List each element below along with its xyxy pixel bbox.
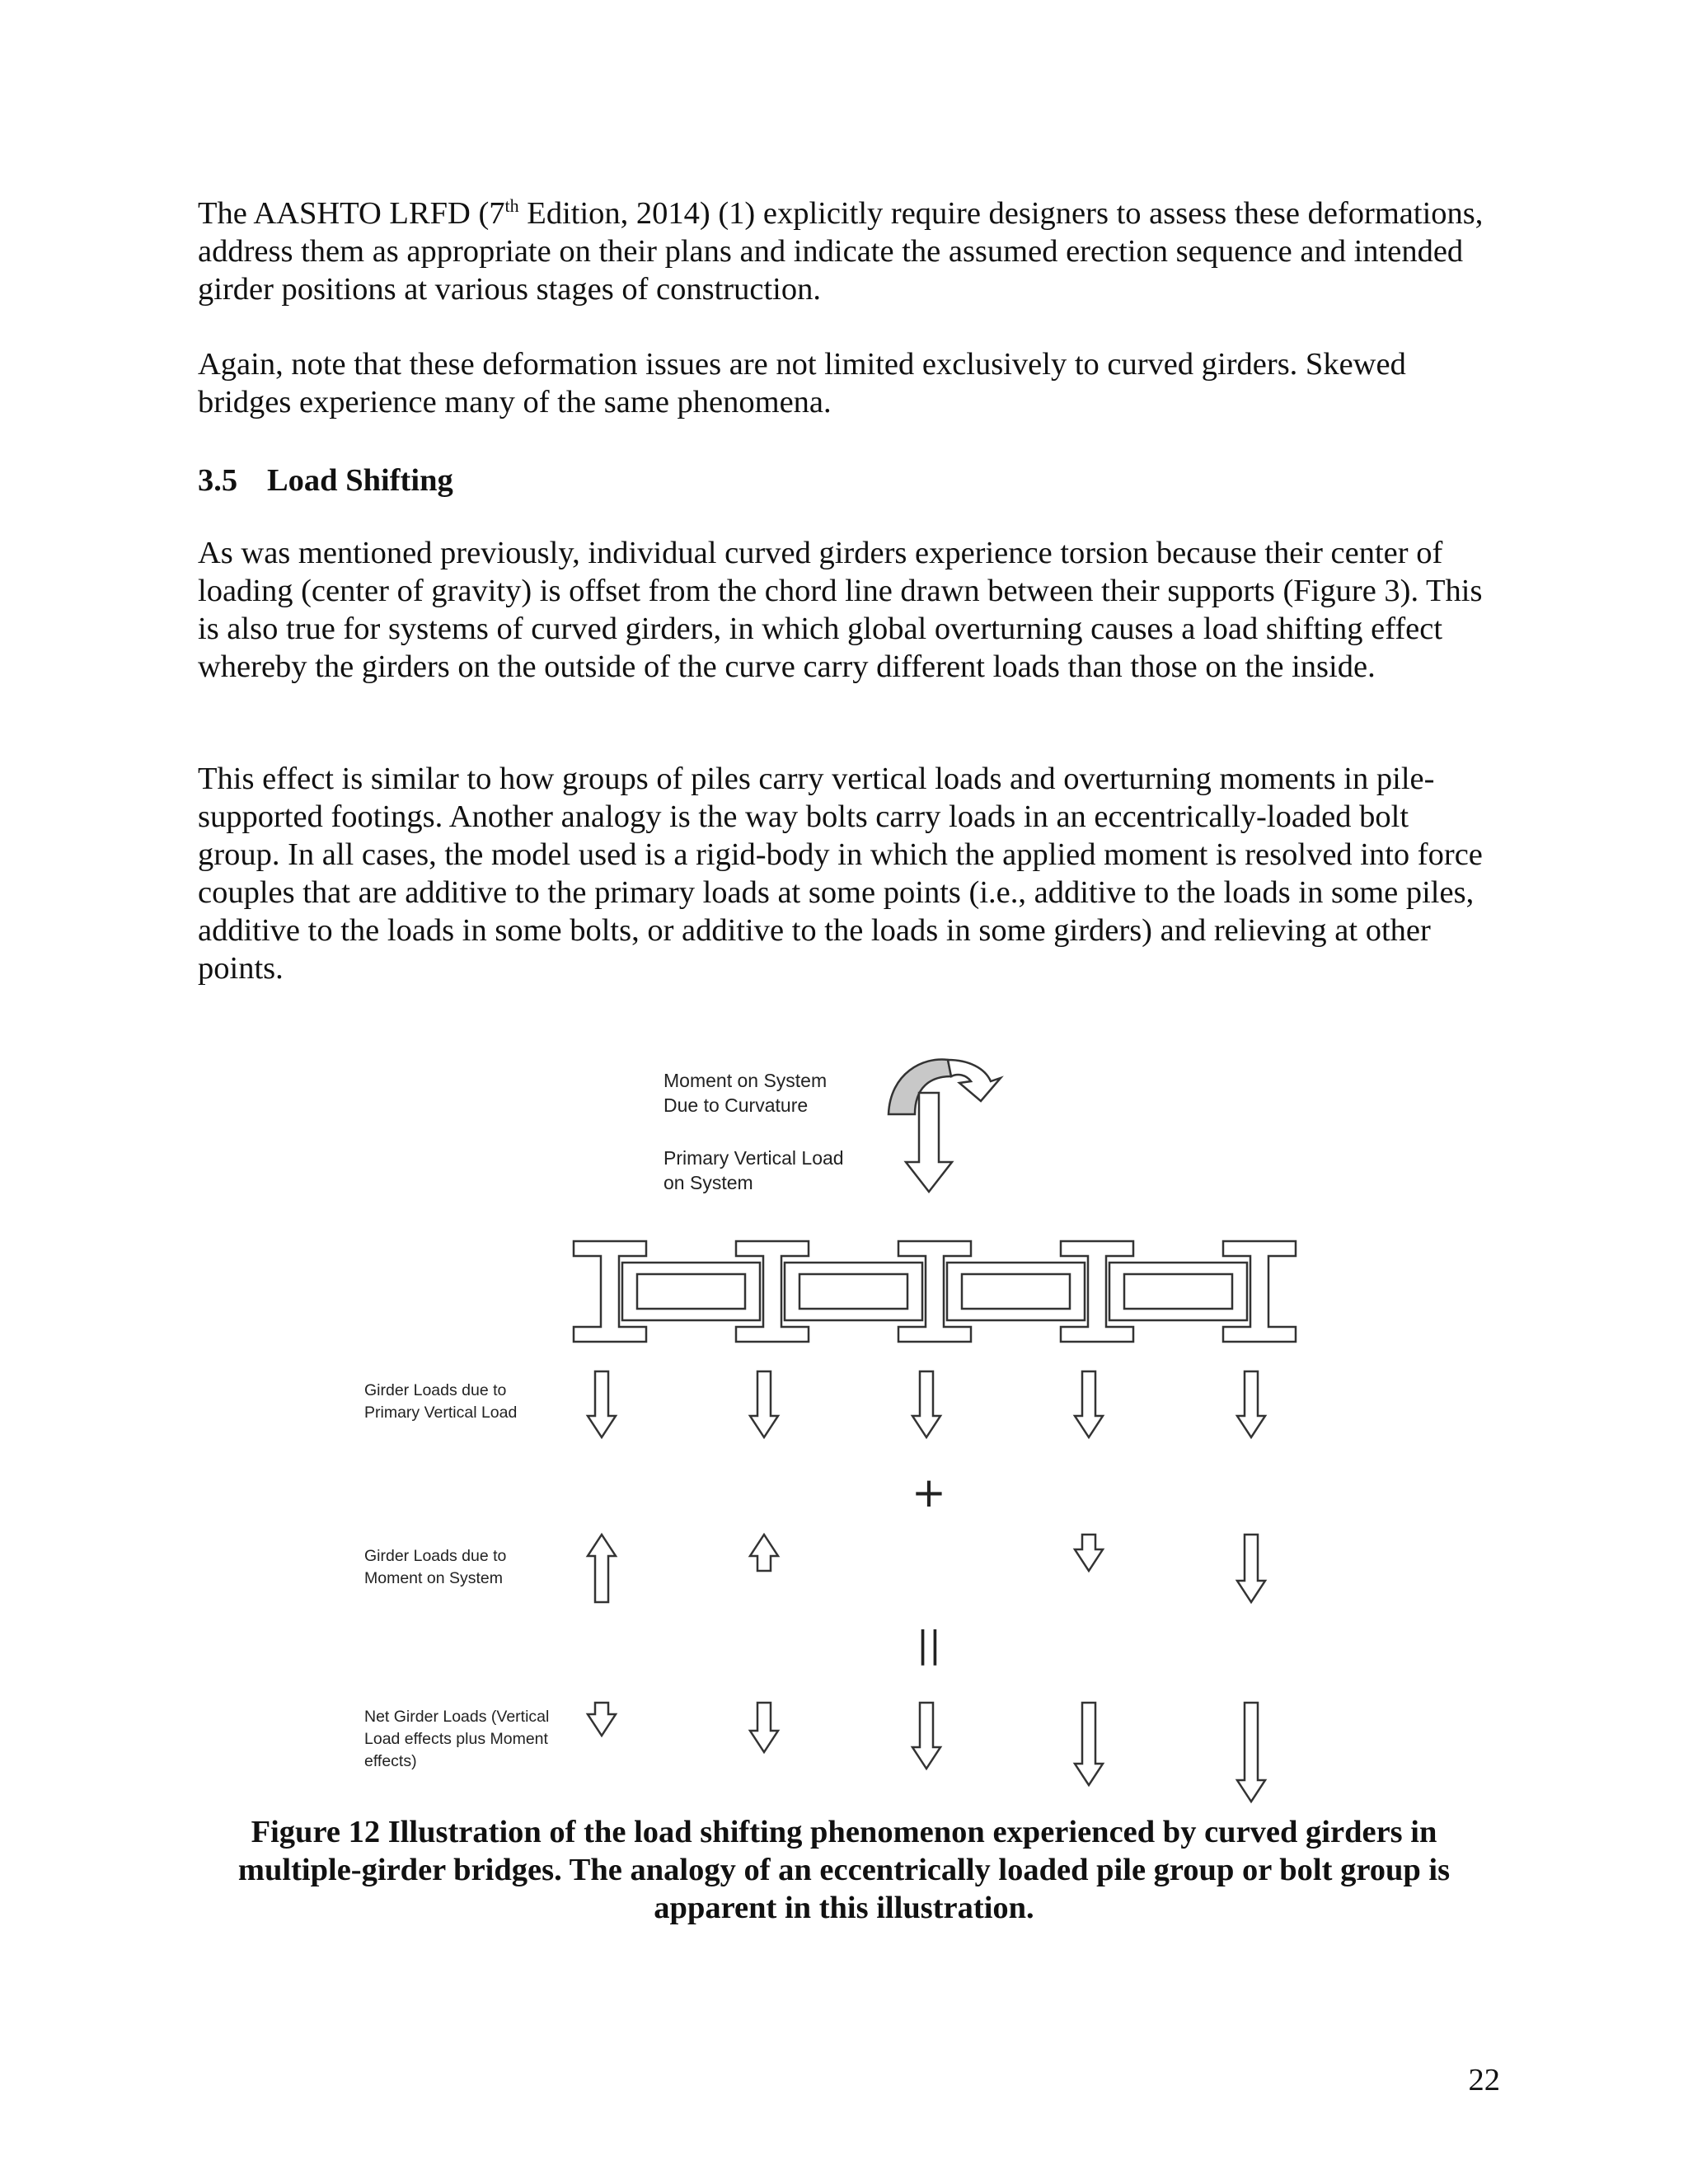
row3-arrow-1 [588,1703,616,1736]
row3-arrow-5 [1237,1703,1265,1802]
row3-arrows [588,1703,1265,1802]
row1-arrow-2 [750,1371,778,1437]
row1-arrow-5 [1237,1371,1265,1437]
row3-arrow-2 [750,1703,778,1752]
row3-arrow-4 [1075,1703,1103,1785]
section-title: Load Shifting [267,463,453,498]
row1-arrow-1 [588,1371,616,1437]
diaphragm-4 [1124,1274,1232,1309]
figure-caption: Figure 12 Illustration of the load shifting phenomenon experienced by curved girders in multiple-girder bridges. The analogy of an eccentrically loaded pile group or bolt group is apparent in this illustration. [237,1815,1451,1925]
moment-label: Moment on System Due to Curvature [663,1070,828,1116]
row1-arrows [588,1371,1265,1437]
paragraph-aashto-start: The AASHTO LRFD (7 [198,196,505,231]
row2-arrow-2 [750,1535,778,1571]
row2-arrows [588,1535,1265,1602]
girders [574,1241,1296,1342]
diaphragm-1 [637,1274,745,1309]
paragraph-deformation: Again, note that these deformation issues are not limited exclusively to curved girders. Skewed bridges experience many of the same phenomena. [198,347,1406,419]
section-number: 3.5 [198,463,238,498]
moment-curved-arrow [889,1060,1001,1114]
row2-arrow-5 [1237,1535,1265,1602]
diaphragm-2 [799,1274,907,1309]
plus-symbol: + [912,1469,946,1516]
superscript-th: th [504,195,519,217]
paragraph-aashto-rest: Edition, 2014) (1) explicitly require designers to assess these deformations, address them as appropriate on their plans and indicate the assumed erection sequence and intended girder positions at various stages of construction. [198,196,1484,307]
paragraph-torsion: As was mentioned previously, individual curved girders experience torsion because their center of loading (center of gravity) is offset from the chord line drawn between their supports (Figure 3). This is also true for systems of curved girders, in which global overturning causes a load shifting effect whereby the girders on the outside of the curve carry different loads than those on the inside. [198,536,1483,684]
equals-symbol: || [917,1624,941,1666]
row2-label: Girder Loads due to Moment on System [364,1547,507,1587]
diaphragm-3 [962,1274,1070,1309]
row1-arrow-3 [912,1371,940,1437]
row3-arrow-3 [912,1703,940,1769]
page-number: 22 [1468,2063,1500,2097]
row1-arrow-4 [1075,1371,1103,1437]
row2-arrow-1 [588,1535,616,1602]
row1-label: Girder Loads due to Primary Vertical Load [364,1381,518,1422]
primary-load-label: Primary Vertical Load on System [663,1147,844,1193]
paragraph-pile-analogy: This effect is similar to how groups of piles carry vertical loads and overturning moments in pile-supported footings. Another analogy is the way bolts carry loads in an eccentrically-loaded bolt group. In all cases, the model used is a rigid-body in which the applied moment is resolved into force couples that are additive to the primary loads at some points (i.e., additive to the loads in some piles, additive to the loads in some bolts, or additive to the loads in some girders) and relieving at other points. [198,762,1483,986]
row2-arrow-4 [1075,1535,1103,1571]
row3-label: Net Girder Loads (Vertical Load effects plus Moment effects) [364,1708,550,1770]
